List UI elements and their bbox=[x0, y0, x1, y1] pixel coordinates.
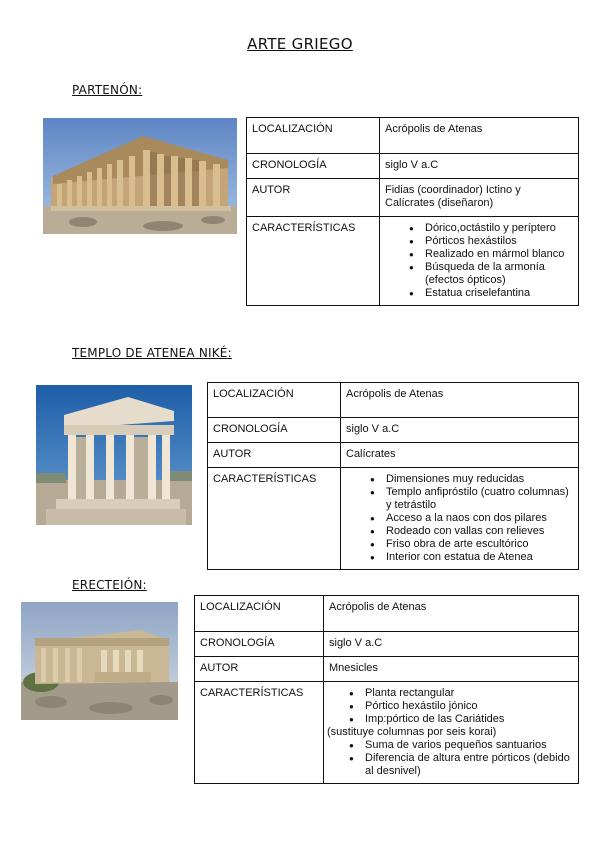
list-item: ● Estatua criselefantina bbox=[425, 287, 573, 300]
list-item: ● Friso obra de arte escultórico bbox=[386, 538, 573, 551]
list-item: ● Interior con estatua de Atenea bbox=[386, 551, 573, 564]
row-value-caracteristicas bbox=[380, 217, 579, 306]
row-value-cronologia: siglo V a.C bbox=[341, 418, 579, 443]
row-label-autor: AUTOR bbox=[247, 179, 380, 217]
row-value-autor: Fidias (coordinador) Ictino y Calícrates (diseñaron) bbox=[380, 179, 579, 217]
section-heading-erechtheion: ERECTEIÓN: bbox=[72, 578, 147, 592]
parthenon-photo bbox=[43, 118, 237, 234]
parthenon-info-table bbox=[246, 117, 579, 306]
row-value-cronologia: siglo V a.C bbox=[380, 154, 579, 179]
row-label-caracteristicas: CARACTERÍSTICAS bbox=[208, 468, 341, 570]
table-row bbox=[195, 682, 579, 784]
row-value-cronologia: siglo V a.C bbox=[324, 632, 579, 657]
row-label-cronologia: CRONOLOGÍA bbox=[247, 154, 380, 179]
row-label-localizacion: LOCALIZACIÓN bbox=[208, 383, 341, 418]
erechtheion-photo bbox=[21, 602, 178, 720]
row-label-autor: AUTOR bbox=[208, 443, 341, 468]
list-item: ● Búsqueda de la armonía (efectos ópticos) bbox=[425, 261, 573, 287]
row-value-localizacion: Acrópolis de Atenas bbox=[341, 383, 579, 418]
table-row bbox=[208, 383, 579, 418]
list-item: ● Templo anfipróstilo (cuatro columnas) y tetrástilo bbox=[386, 486, 573, 512]
row-label-caracteristicas: CARACTERÍSTICAS bbox=[247, 217, 380, 306]
table-row bbox=[247, 154, 579, 179]
table-row bbox=[247, 118, 579, 154]
list-item: ● Pórticos hexástilos bbox=[425, 235, 573, 248]
features-list bbox=[346, 473, 573, 564]
section-heading-athena-nike: TEMPLO DE ATENEA NIKÉ: bbox=[72, 346, 232, 360]
table-row bbox=[195, 657, 579, 682]
list-item: ● Realizado en mármol blanco bbox=[425, 248, 573, 261]
list-item-continuation: (sustituye columnas por seis korai) bbox=[327, 726, 497, 738]
table-row bbox=[247, 217, 579, 306]
row-value-caracteristicas bbox=[324, 682, 579, 784]
table-row bbox=[208, 443, 579, 468]
list-item: ● Suma de varios pequeños santuarios bbox=[365, 739, 573, 752]
table-row bbox=[195, 596, 579, 632]
athena-nike-info-table bbox=[207, 382, 579, 570]
row-label-caracteristicas: CARACTERÍSTICAS bbox=[195, 682, 324, 784]
features-list bbox=[327, 739, 573, 778]
list-item: ● Dórico,octástilo y períptero bbox=[425, 222, 573, 235]
row-label-cronologia: CRONOLOGÍA bbox=[208, 418, 341, 443]
list-item: ● Dimensiones muy reducidas bbox=[386, 473, 573, 486]
table-row bbox=[247, 179, 579, 217]
list-item: ● Imp:pórtico de las Cariátides bbox=[365, 713, 573, 726]
list-item: ● Rodeado con vallas con relieves bbox=[386, 525, 573, 538]
list-item: ● Diferencia de altura entre pórticos (debido al desnivel) bbox=[365, 752, 573, 778]
row-value-caracteristicas bbox=[341, 468, 579, 570]
row-value-autor: Calícrates bbox=[341, 443, 579, 468]
row-value-localizacion: Acrópolis de Atenas bbox=[380, 118, 579, 154]
row-label-localizacion: LOCALIZACIÓN bbox=[195, 596, 324, 632]
list-item: ● Pórtico hexástilo jónico bbox=[365, 700, 573, 713]
table-row bbox=[208, 468, 579, 570]
row-label-cronologia: CRONOLOGÍA bbox=[195, 632, 324, 657]
section-heading-parthenon: PARTENÓN: bbox=[72, 83, 143, 97]
row-value-localizacion: Acrópolis de Atenas bbox=[324, 596, 579, 632]
row-label-autor: AUTOR bbox=[195, 657, 324, 682]
list-item: ● Acceso a la naos con dos pilares bbox=[386, 512, 573, 525]
row-label-localizacion: LOCALIZACIÓN bbox=[247, 118, 380, 154]
row-value-autor: Mnesicles bbox=[324, 657, 579, 682]
list-item: ● Planta rectangular bbox=[365, 687, 573, 700]
features-list bbox=[327, 687, 573, 726]
table-row bbox=[195, 632, 579, 657]
erechtheion-info-table bbox=[194, 595, 579, 784]
table-row bbox=[208, 418, 579, 443]
athena-nike-temple-photo bbox=[36, 385, 192, 525]
features-list bbox=[385, 222, 573, 300]
document-title: ARTE GRIEGO bbox=[247, 35, 353, 53]
